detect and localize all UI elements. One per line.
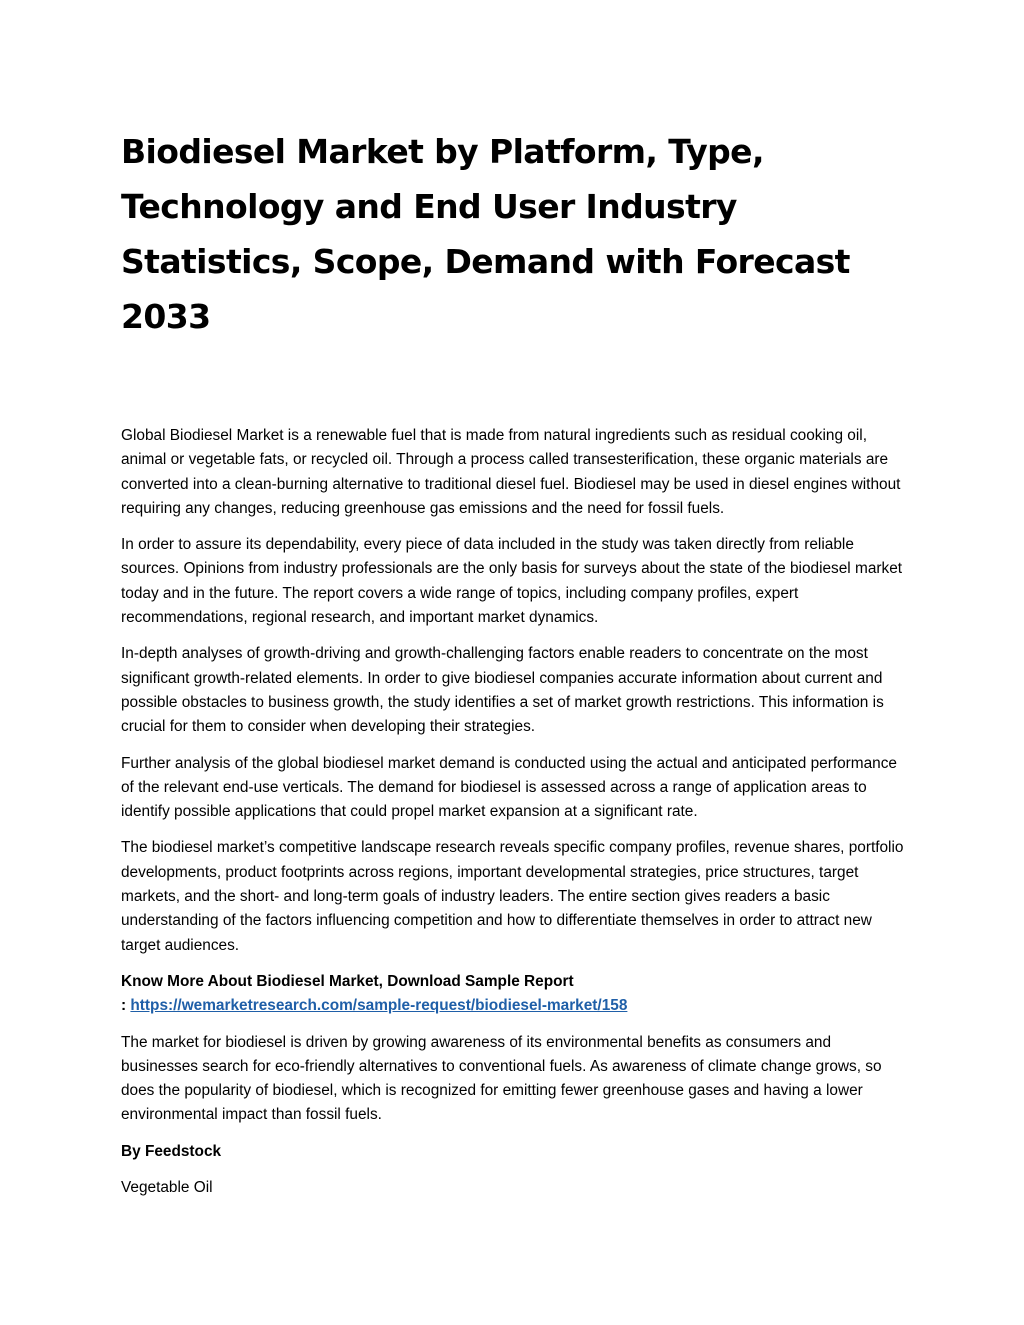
paragraph-demand-analysis: Further analysis of the global biodiesel market demand is conducted using the actual and anticipated performance of the relevant end-use verticals. The demand for biodiesel is assessed across a range of application areas to identify possible applications that could propel market expansion at a significant rate. [121,754,897,821]
document-body [121,424,907,1200]
feedstock-item: Vegetable Oil [121,1179,213,1197]
sample-report-callout [121,970,907,1019]
paragraph-market-drivers: The market for biodiesel is driven by growing awareness of its environmental benefits as consumers and businesses search for eco-friendly alternatives to conventional fuels. As awareness of climate change grows, so does the popularity of biodiesel, which is recognized for emitting fewer greenhouse gases and having a lower environmental impact than fossil fuels. [121,1033,882,1124]
paragraph-competitive-landscape: The biodiesel market’s competitive landscape research reveals specific company profiles, revenue shares, portfolio developments, product footprints across regions, important developmental strategies, price structures, target markets, and the short- and long-term goals of industry leaders. The entire section gives readers a basic understanding of the factors influencing competition and how to differentiate themselves in order to attract new target audiences. [121,839,904,954]
paragraph-data-sources: In order to assure its dependability, every piece of data included in the study was taken directly from reliable sources. Opinions from industry professionals are the only basis for surveys about the state of the biodiesel market today and in the future. The report covers a wide range of topics, including company profiles, expert recommendations, regional research, and important market dynamics. [121,536,903,627]
sample-report-label: Know More About Biodiesel Market, Download Sample Report [121,972,574,990]
paragraph-intro: Global Biodiesel Market is a renewable fuel that is made from natural ingredients such as residual cooking oil, animal or vegetable fats, or recycled oil. Through a process called transesterification, these organic materials are converted into a clean-burning alternative to traditional diesel fuel. Biodiesel may be used in diesel engines without requiring any changes, reducing greenhouse gas emissions and the need for fossil fuels. [121,427,901,517]
section-heading-feedstock: By Feedstock [121,1142,222,1160]
paragraph-growth-factors: In-depth analyses of growth-driving and growth-challenging factors enable readers to concentrate on the most significant growth-related elements. In order to give biodiesel companies accurate information about current and possible obstacles to business growth, the study identifies a set of market growth restrictions. This information is crucial for them to consider when developing their strategies. [121,645,884,736]
sample-report-separator: : [121,997,131,1015]
document-title: Biodiesel Market by Platform, Type, Technology and End User Industry Statistics, Scope, Demand with Forecast 2033 [121,132,850,336]
sample-report-link[interactable]: https://wemarketresearch.com/sample-request/biodiesel-market/158 [130,997,628,1015]
document-page [121,124,907,1212]
